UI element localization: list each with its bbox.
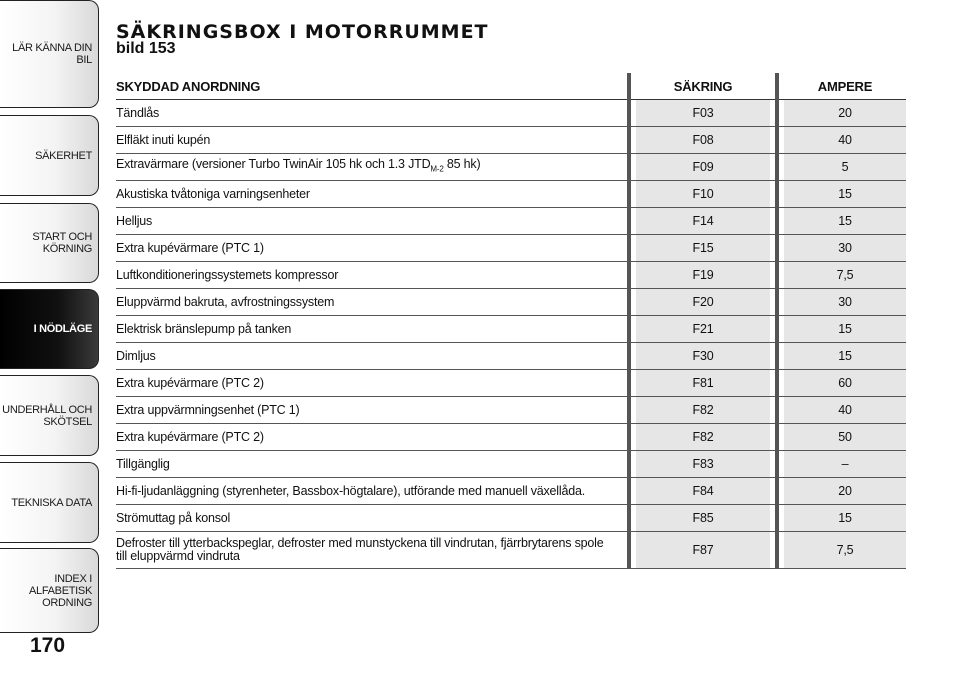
chapter-tab-7[interactable] bbox=[0, 548, 99, 633]
protected-device-text: Tändlås bbox=[116, 105, 160, 120]
table-row bbox=[116, 505, 906, 532]
protected-device-text: Extra kupévärmare (PTC 2) bbox=[116, 429, 264, 444]
chapter-tab-label bbox=[35, 150, 92, 162]
protected-device-cell bbox=[116, 370, 622, 397]
chapter-tab-label-line: SÄKERHET bbox=[35, 149, 92, 162]
ampere-cell: 30 bbox=[784, 235, 906, 262]
chapter-tab-label-line: LÄR KÄNNA DIN BIL bbox=[12, 42, 92, 66]
column-divider bbox=[770, 397, 784, 424]
column-divider bbox=[622, 316, 636, 343]
protected-device-text-suffix: 85 hk) bbox=[443, 157, 481, 172]
column-header-fuse: SÄKRING bbox=[636, 74, 770, 100]
protected-device-cell bbox=[116, 451, 622, 478]
figure-reference: bild 153 bbox=[116, 40, 176, 57]
table-row bbox=[116, 208, 906, 235]
protected-device-text: Hi-fi-ljudanläggning (styrenheter, Bassbox-högtalare), utförande med manuell växellåda. bbox=[116, 483, 585, 498]
protected-device-cell bbox=[116, 397, 622, 424]
chapter-tab-1[interactable] bbox=[0, 0, 99, 108]
column-divider bbox=[770, 235, 784, 262]
ampere-cell: 15 bbox=[784, 316, 906, 343]
chapter-sidebar bbox=[0, 0, 100, 686]
column-divider bbox=[622, 424, 636, 451]
protected-device-text: Luftkonditioneringssystemets kompressor bbox=[116, 267, 339, 282]
table-row bbox=[116, 478, 906, 505]
protected-device-cell bbox=[116, 100, 622, 127]
ampere-cell: 15 bbox=[784, 208, 906, 235]
table-row bbox=[116, 532, 906, 569]
chapter-tab-label bbox=[0, 42, 92, 66]
table-row bbox=[116, 100, 906, 127]
protected-device-text: Dimljus bbox=[116, 348, 156, 363]
chapter-tab-label bbox=[34, 323, 92, 335]
column-divider bbox=[770, 451, 784, 478]
ampere-cell: 7,5 bbox=[784, 262, 906, 289]
fuse-cell: F87 bbox=[636, 532, 770, 569]
protected-device-text: Strömuttag på konsol bbox=[116, 510, 231, 525]
table-row bbox=[116, 262, 906, 289]
fuse-cell: F03 bbox=[636, 100, 770, 127]
table-row bbox=[116, 127, 906, 154]
column-divider bbox=[622, 505, 636, 532]
protected-device-text: Elfläkt inuti kupén bbox=[116, 132, 211, 147]
protected-device-cell bbox=[116, 343, 622, 370]
chapter-tab-label bbox=[0, 573, 92, 609]
column-divider bbox=[622, 235, 636, 262]
chapter-tab-label bbox=[2, 404, 92, 428]
column-divider bbox=[622, 343, 636, 370]
column-divider bbox=[622, 181, 636, 208]
fuse-cell: F15 bbox=[636, 235, 770, 262]
chapter-tab-label-line: KÖRNING bbox=[42, 243, 92, 255]
column-divider bbox=[770, 370, 784, 397]
fuse-cell: F81 bbox=[636, 370, 770, 397]
protected-device-text: Akustiska tvåtoniga varningsenheter bbox=[116, 186, 310, 201]
chapter-tab-label-line: START OCH bbox=[32, 231, 92, 243]
ampere-cell: 15 bbox=[784, 181, 906, 208]
column-header-device: SKYDDAD ANORDNING bbox=[116, 74, 622, 100]
column-divider bbox=[622, 478, 636, 505]
chapter-tab-2[interactable] bbox=[0, 115, 99, 196]
ampere-cell: 15 bbox=[784, 505, 906, 532]
fuse-cell: F82 bbox=[636, 424, 770, 451]
page-title: SÄKRINGSBOX I MOTORRUMMET bbox=[116, 21, 489, 43]
fuse-cell: F14 bbox=[636, 208, 770, 235]
chapter-tab-label-line: UNDERHÅLL OCH bbox=[2, 403, 92, 416]
ampere-cell: 60 bbox=[784, 370, 906, 397]
table-row bbox=[116, 316, 906, 343]
column-header-ampere: AMPERE bbox=[784, 74, 906, 100]
table-header-row bbox=[116, 74, 906, 100]
ampere-cell: 40 bbox=[784, 397, 906, 424]
protected-device-cell bbox=[116, 505, 622, 532]
column-divider bbox=[770, 127, 784, 154]
column-divider bbox=[622, 397, 636, 424]
protected-device-cell bbox=[116, 181, 622, 208]
fuse-cell: F85 bbox=[636, 505, 770, 532]
table-row bbox=[116, 235, 906, 262]
column-divider bbox=[622, 100, 636, 127]
column-divider bbox=[770, 181, 784, 208]
table-row bbox=[116, 370, 906, 397]
fuse-cell: F30 bbox=[636, 343, 770, 370]
protected-device-text: Eluppvärmd bakruta, avfrostningssystem bbox=[116, 294, 335, 309]
column-divider bbox=[770, 424, 784, 451]
ampere-cell: 15 bbox=[784, 343, 906, 370]
protected-device-cell bbox=[116, 289, 622, 316]
column-divider bbox=[770, 100, 784, 127]
column-divider bbox=[770, 343, 784, 370]
column-divider bbox=[770, 316, 784, 343]
ampere-cell: 30 bbox=[784, 289, 906, 316]
chapter-tab-label-line: ORDNING bbox=[42, 596, 92, 609]
fuse-cell: F21 bbox=[636, 316, 770, 343]
protected-device-cell bbox=[116, 208, 622, 235]
ampere-cell: 50 bbox=[784, 424, 906, 451]
column-divider bbox=[770, 532, 784, 569]
page-number: 170 bbox=[30, 634, 66, 657]
protected-device-cell bbox=[116, 235, 622, 262]
column-divider bbox=[770, 505, 784, 532]
protected-device-text: Extra kupévärmare (PTC 1) bbox=[116, 240, 264, 255]
table-row bbox=[116, 343, 906, 370]
column-divider bbox=[770, 154, 784, 181]
table-row bbox=[116, 397, 906, 424]
chapter-tab-3[interactable] bbox=[0, 203, 99, 283]
ampere-cell: – bbox=[784, 451, 906, 478]
ampere-cell: 40 bbox=[784, 127, 906, 154]
column-divider bbox=[622, 208, 636, 235]
table-row bbox=[116, 424, 906, 451]
fuse-cell: F83 bbox=[636, 451, 770, 478]
ampere-cell: 20 bbox=[784, 100, 906, 127]
protected-device-cell bbox=[116, 424, 622, 451]
fuse-cell: F20 bbox=[636, 289, 770, 316]
chapter-tab-label bbox=[32, 231, 92, 255]
protected-device-text: Defroster till ytterbackspeglar, defroster med munstyckena till vindrutan, fjärrbrytarens spole till eluppvärmd vindruta bbox=[116, 536, 604, 563]
table-row bbox=[116, 181, 906, 208]
column-divider bbox=[770, 208, 784, 235]
column-divider bbox=[622, 262, 636, 289]
column-divider bbox=[770, 289, 784, 316]
protected-device-text: Helljus bbox=[116, 213, 153, 228]
column-divider bbox=[622, 289, 636, 316]
table-row bbox=[116, 289, 906, 316]
chapter-tab-4[interactable] bbox=[0, 289, 99, 369]
chapter-tab-label-line: INDEX I ALFABETISK bbox=[28, 572, 92, 597]
column-divider bbox=[770, 74, 784, 100]
fuse-cell: F84 bbox=[636, 478, 770, 505]
protected-device-cell bbox=[116, 316, 622, 343]
column-divider bbox=[622, 127, 636, 154]
protected-device-text: Extra kupévärmare (PTC 2) bbox=[116, 375, 264, 390]
protected-device-cell bbox=[116, 478, 622, 505]
protected-device-text: Extra uppvärmningsenhet (PTC 1) bbox=[116, 402, 300, 417]
table-row bbox=[116, 154, 906, 181]
ampere-cell: 5 bbox=[784, 154, 906, 181]
protected-device-text: Elektrisk bränslepump på tanken bbox=[116, 321, 292, 336]
chapter-tab-5[interactable] bbox=[0, 375, 99, 456]
column-divider bbox=[622, 154, 636, 181]
chapter-tab-label bbox=[11, 497, 92, 509]
fuse-cell: F09 bbox=[636, 154, 770, 181]
protected-device-subscript: M-2 bbox=[430, 164, 444, 174]
protected-device-cell bbox=[116, 127, 622, 154]
chapter-tab-label-line: TEKNISKA DATA bbox=[11, 496, 92, 509]
column-divider bbox=[622, 370, 636, 397]
column-divider bbox=[770, 478, 784, 505]
fuse-cell: F19 bbox=[636, 262, 770, 289]
column-divider bbox=[622, 74, 636, 100]
chapter-tab-label-line: I NÖDLÄGE bbox=[33, 323, 92, 335]
protected-device-cell bbox=[116, 262, 622, 289]
column-divider bbox=[770, 262, 784, 289]
fuse-cell: F10 bbox=[636, 181, 770, 208]
fuse-table bbox=[116, 74, 906, 569]
fuse-cell: F08 bbox=[636, 127, 770, 154]
fuse-cell: F82 bbox=[636, 397, 770, 424]
chapter-tab-6[interactable] bbox=[0, 462, 99, 543]
protected-device-text: Extravärmare (versioner Turbo TwinAir 105 hk och 1.3 JTD bbox=[116, 157, 431, 172]
protected-device-cell bbox=[116, 154, 622, 181]
column-divider bbox=[622, 532, 636, 569]
protected-device-cell bbox=[116, 532, 622, 569]
ampere-cell: 20 bbox=[784, 478, 906, 505]
column-divider bbox=[622, 451, 636, 478]
ampere-cell: 7,5 bbox=[784, 532, 906, 569]
table-row bbox=[116, 451, 906, 478]
protected-device-text: Tillgänglig bbox=[116, 456, 170, 471]
chapter-tab-label-line: SKÖTSEL bbox=[43, 415, 92, 428]
